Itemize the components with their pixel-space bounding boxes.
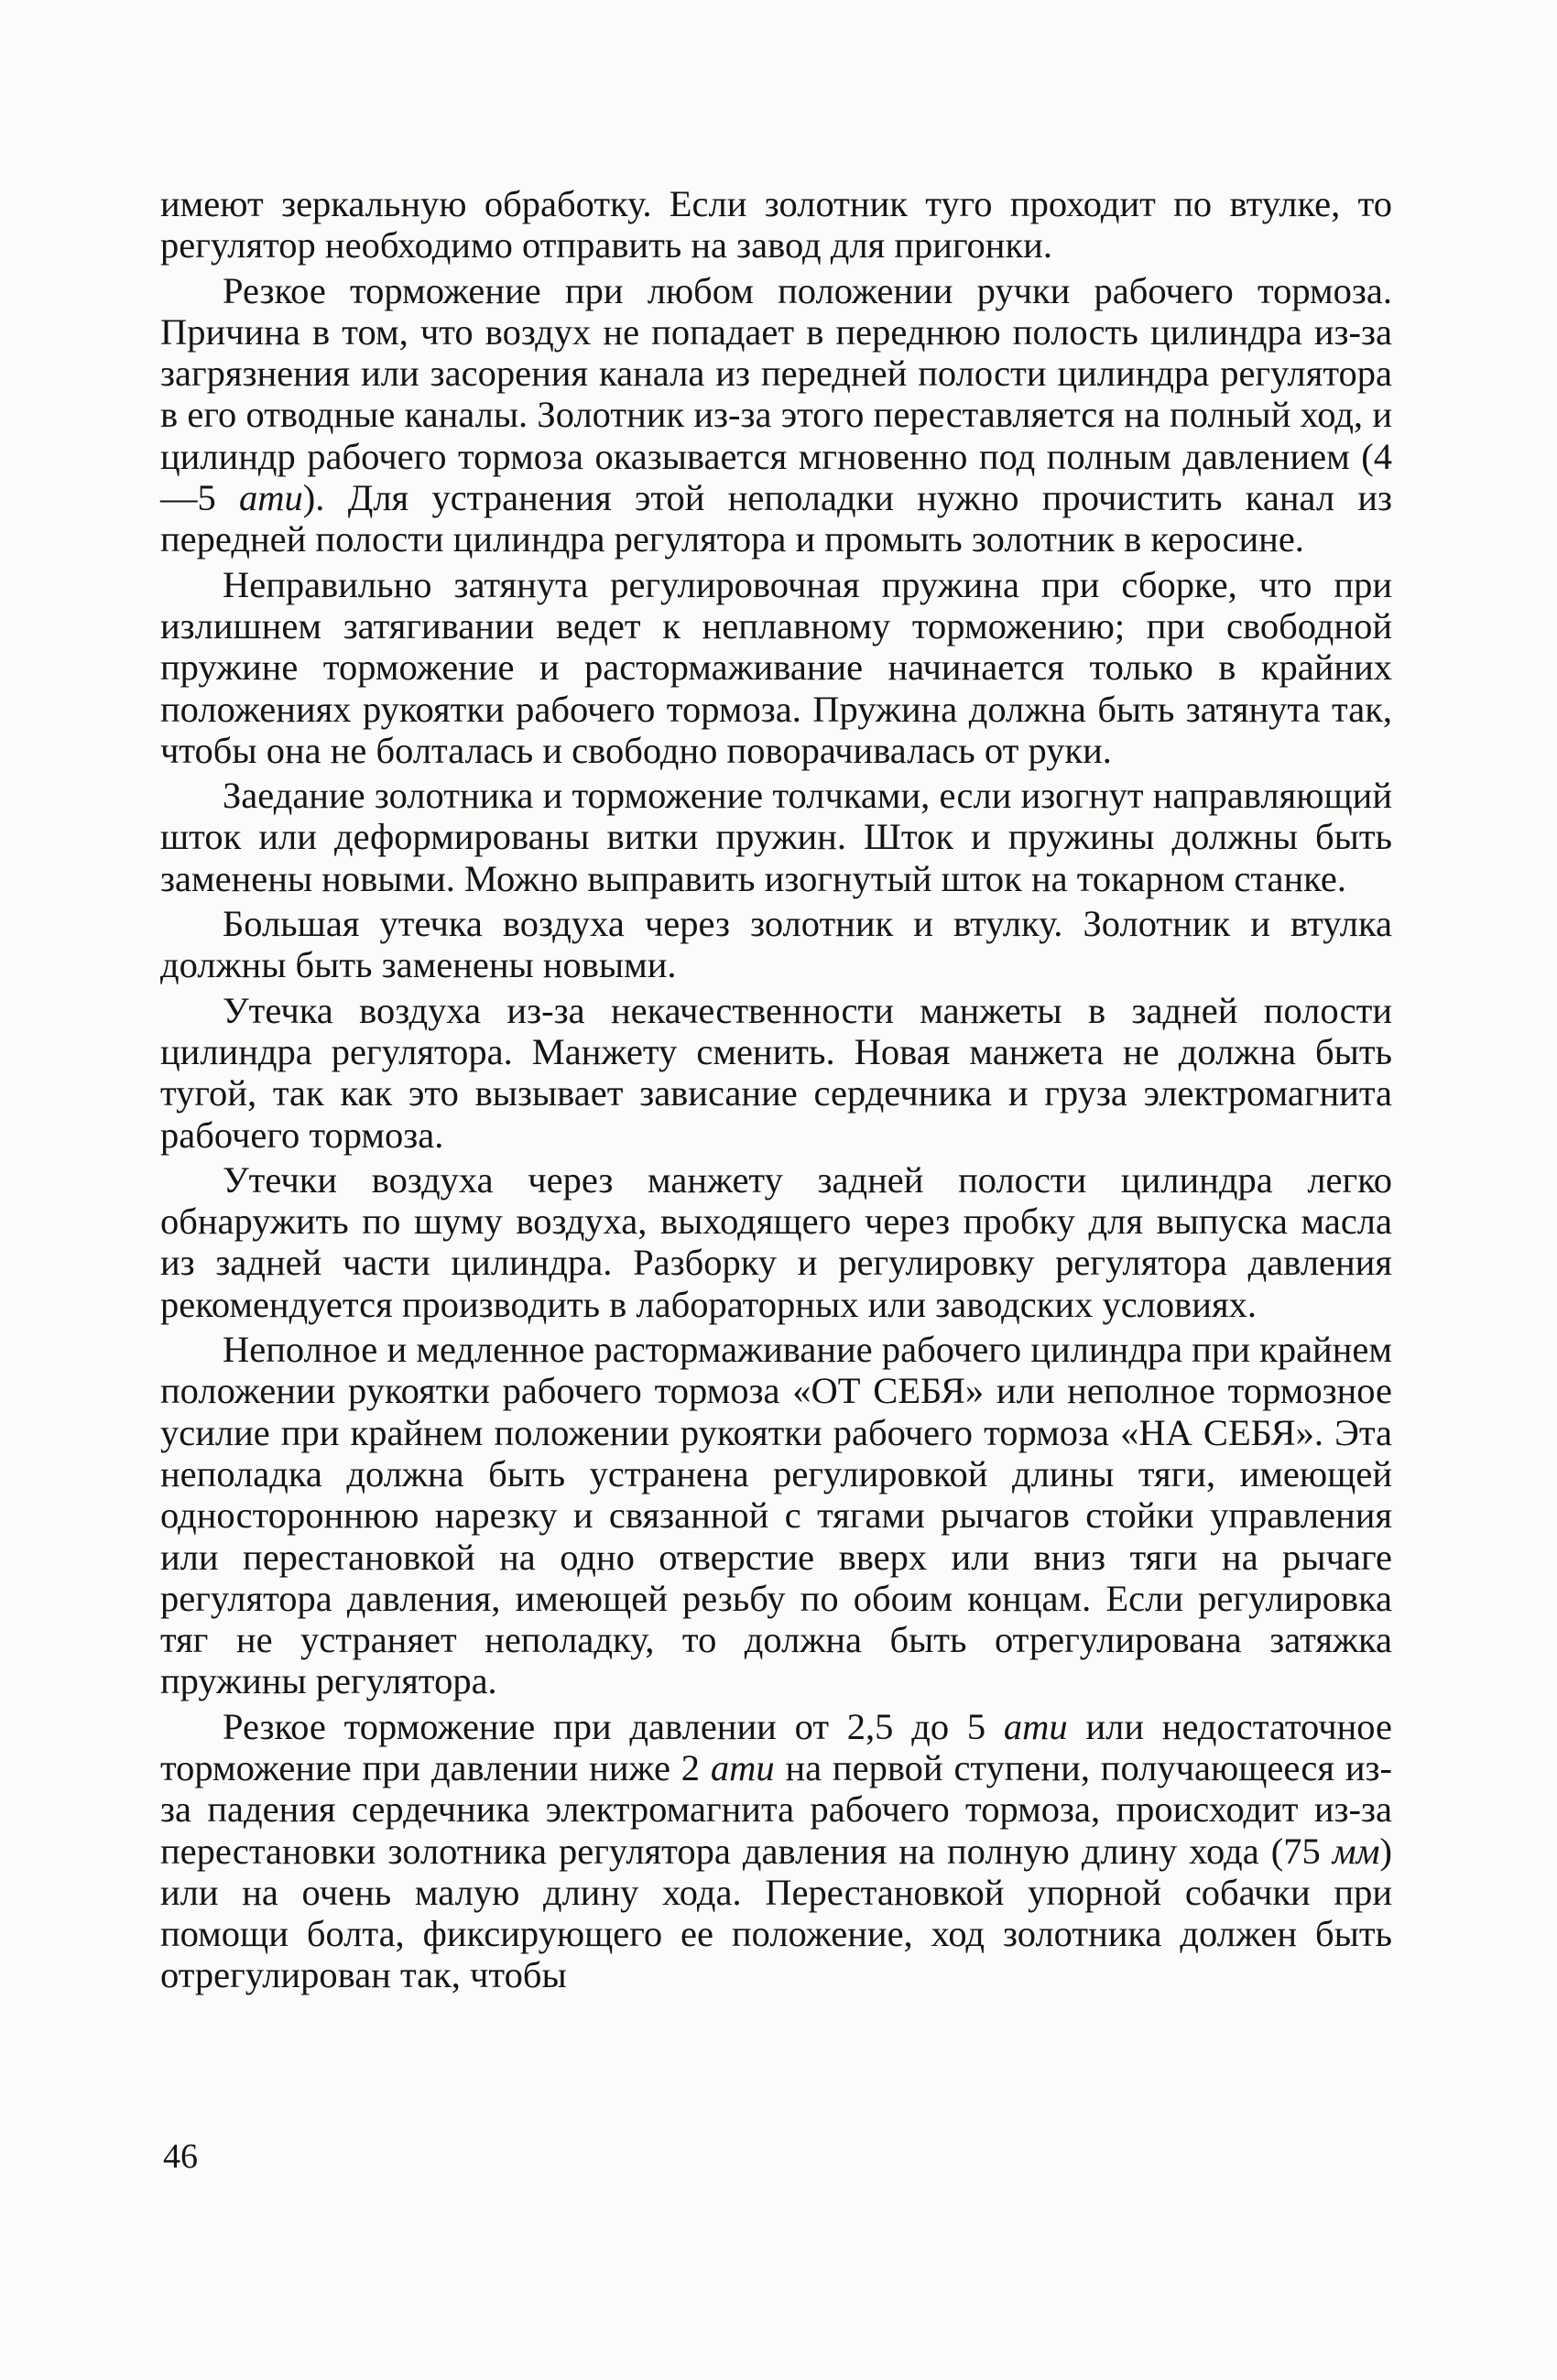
text-run: ). Для устранения этой неполадки нужно прочистить канал из передней полости цилиндра регулятора и промыть золотник в керосине. xyxy=(160,477,1392,560)
text-run: на первой ступени, получающееся из-за падения сердечника электромагнита рабочего тормоза, происходит из-за перестановки золотника регулятора давления на полную длину хода (75 xyxy=(160,1746,1392,1872)
italic-unit: мм xyxy=(1332,1830,1380,1872)
text-run: Резкое торможение при давлении от 2,5 до 5 xyxy=(223,1705,1004,1747)
text-run: Неполное и медленное растормаживание рабочего цилиндра при крайнем положении рукоятки рабочего тормоза «ОТ СЕБЯ» или неполное тормозное усилие при крайнем положении рукоятки рабочего тормоза «НА СЕБЯ». Эта неполадка должна быть устранена регулировкой длины тяги, имеющей одностороннюю нарезку и связанной с тягами рычагов стойки управления или перестановкой на одно отверстие вверх или вниз тяги на рычаге регулятора давления, имеющей резьбу по обоим концам. Если регулировка тяг не устраняет неполадку, то должна быть отрегулирована затяжка пружины регулятора. xyxy=(160,1329,1392,1702)
text-run: ) или на очень малую длину хода. Перестановкой упорной собачки при помощи болта, фиксирующего ее положение, ход золотника должен быть отрегулирован так, чтобы xyxy=(160,1830,1392,1996)
text-run: Заедание золотника и торможение толчками, если изогнут направляющий шток или деформированы витки пружин. Шток и пружины должны быть заменены новыми. Можно выправить изогнутый шток на токарном станке. xyxy=(160,775,1392,899)
italic-unit: ати xyxy=(1003,1705,1068,1747)
italic-unit: ати xyxy=(239,477,303,519)
page-number: 46 xyxy=(163,2137,198,2176)
paragraph xyxy=(160,564,1392,771)
paragraph xyxy=(160,183,1392,266)
body-text xyxy=(160,183,1392,2000)
paragraph xyxy=(160,1706,1392,1996)
paragraph xyxy=(160,775,1392,899)
text-run: Неправильно затянута регулировочная пружина при сборке, что при излишнем затягивании ведет к неплавному торможению; при свободной пружине торможение и растормаживание начинается только в крайних положениях рукоятки рабочего тормоза. Пружина должна быть затянута так, чтобы она не болталась и свободно поворачивалась от руки. xyxy=(160,563,1392,771)
paragraph xyxy=(160,1329,1392,1702)
text-run: Большая утечка воздуха через золотник и втулку. Золотник и втулка должны быть заменены новыми. xyxy=(160,903,1392,986)
text-run: или недостаточное торможение при давлении ниже 2 xyxy=(160,1705,1392,1788)
paragraph xyxy=(160,1159,1392,1325)
text-run: Утечки воздуха через манжету задней полости цилиндра легко обнаружить по шуму воздуха, выходящего через пробку для выпуска масла из задней части цилиндра. Разборку и регулировку регулятора давления рекомендуется производить в лабораторных или заводских условиях. xyxy=(160,1158,1392,1325)
text-run: Утечка воздуха из-за некачественности манжеты в задней полости цилиндра регулятора. Манжету сменить. Новая манжета не должна быть тугой, так как это вызывает зависание сердечника и груза электромагнита рабочего тормоза. xyxy=(160,989,1392,1156)
text-run: Резкое торможение при любом положении ручки рабочего тормоза. Причина в том, что воздух не попадает в переднюю полость цилиндра из-за загрязнения или засорения канала из передней полости цилиндра регулятора в его отводные каналы. Золотник из-за этого переставляется на полный ход, и цилиндр рабочего тормоза оказывается мгновенно под полным давлением (4—5 xyxy=(160,269,1392,519)
paragraph xyxy=(160,903,1392,986)
text-run: имеют зеркальную обработку. Если золотник туго проходит по втулке, то регулятор необходимо отправить на завод для пригонки. xyxy=(160,183,1392,266)
italic-unit: ати xyxy=(710,1746,775,1788)
paragraph xyxy=(160,990,1392,1156)
paragraph xyxy=(160,270,1392,560)
